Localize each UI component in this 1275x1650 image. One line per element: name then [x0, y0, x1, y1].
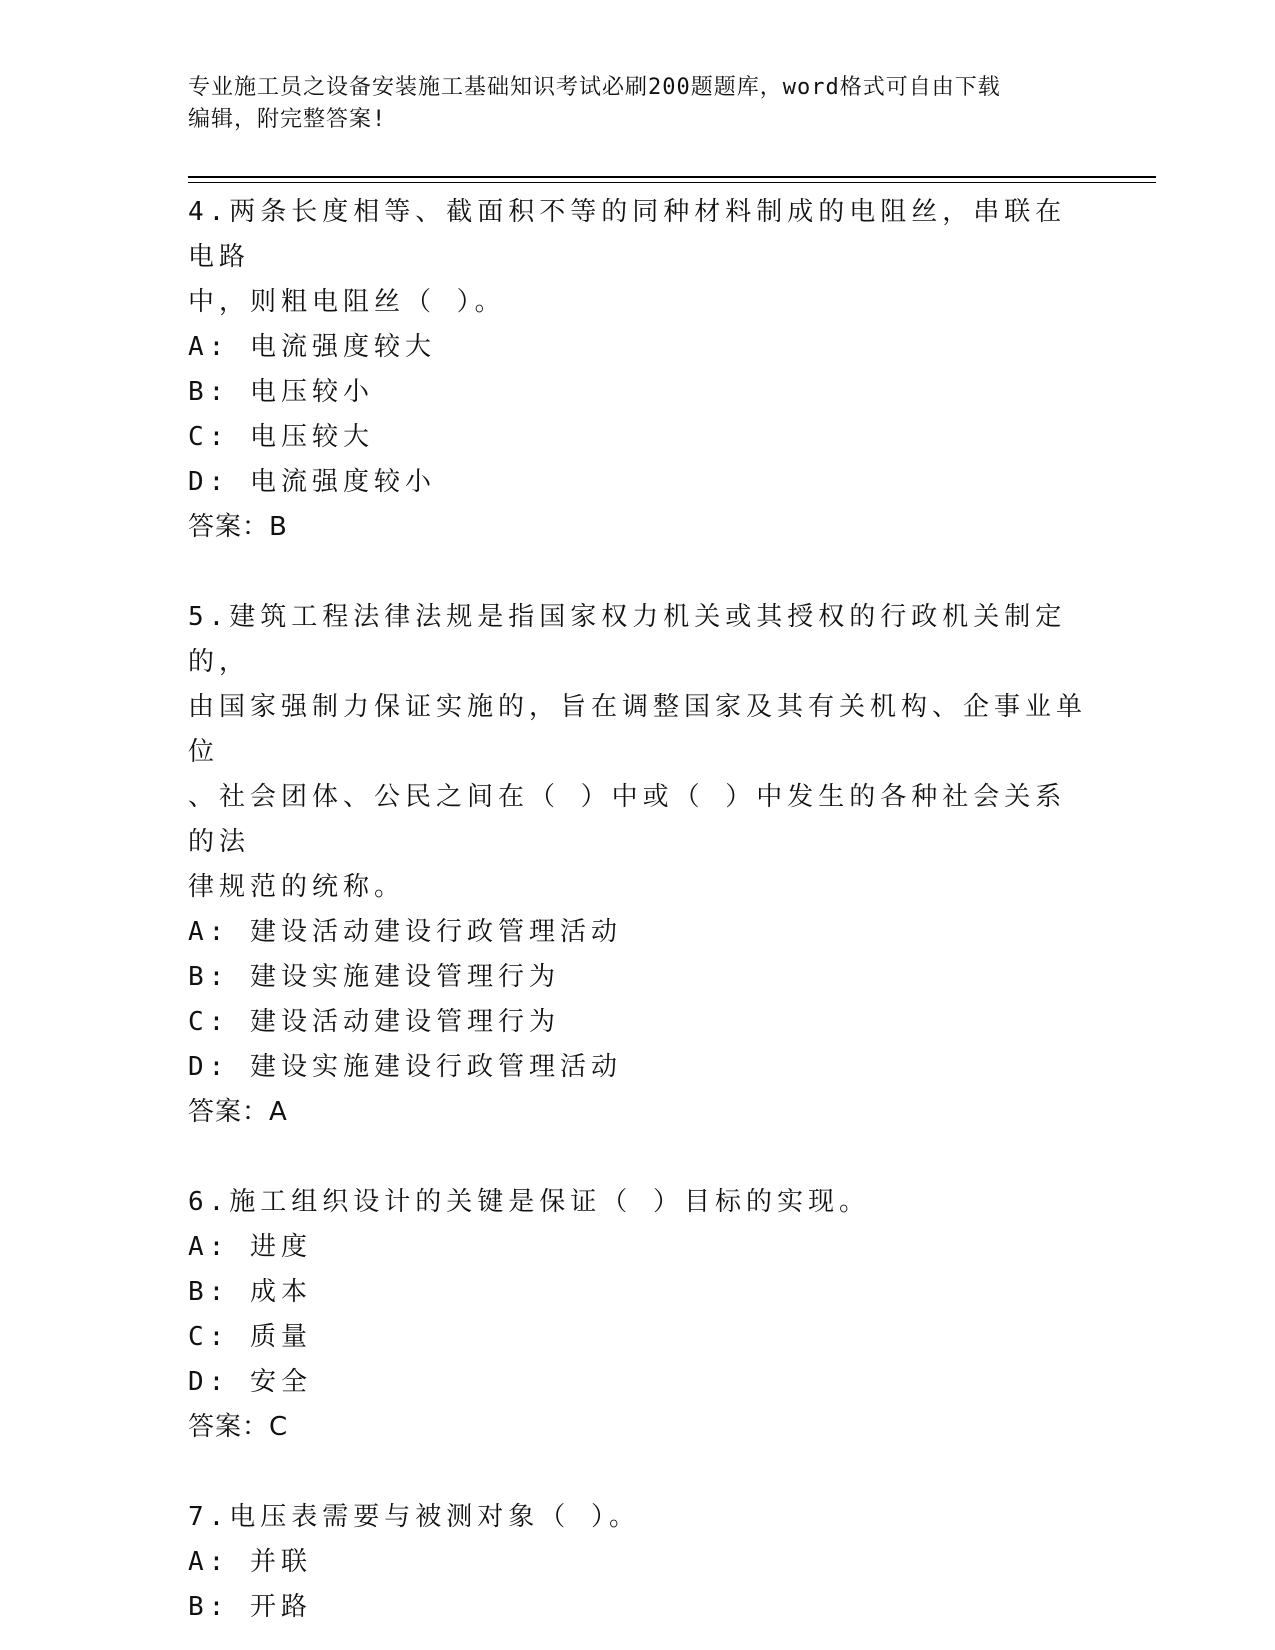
header-line-1: 专业施工员之设备安装施工基础知识考试必刷200题题库，word格式可自由下载 — [188, 75, 1001, 100]
question-text — [188, 190, 1088, 325]
option-c: C: 电压较大 — [188, 422, 374, 452]
question-text-line: 7.电压表需要与被测对象（ ）。 — [188, 1502, 640, 1532]
question-list — [188, 190, 1088, 1630]
spacer — [188, 1450, 1088, 1495]
question-4 — [188, 190, 1088, 550]
question-text — [188, 595, 1088, 910]
header-divider-thin — [188, 182, 1156, 183]
option-b: B: 电压较小 — [188, 377, 374, 407]
option-d: D: 安全 — [188, 1367, 312, 1397]
spacer — [188, 550, 1088, 595]
question-text-line: 律规范的统称。 — [188, 872, 406, 902]
question-text-line: 4.两条长度相等、截面积不等的同种材料制成的电阻丝，串联在电路 — [188, 197, 1067, 272]
option-a: A: 并联 — [188, 1547, 312, 1577]
question-5 — [188, 595, 1088, 1135]
question-7 — [188, 1495, 1088, 1630]
answer: 答案：A — [188, 1097, 288, 1127]
option-b: B: 成本 — [188, 1277, 312, 1307]
question-text-line: 、社会团体、公民之间在（ ）中或（ ）中发生的各种社会关系的法 — [188, 782, 1067, 857]
option-a: A: 进度 — [188, 1232, 312, 1262]
option-a: A: 建设活动建设行政管理活动 — [188, 917, 622, 947]
question-text-line: 6.施工组织设计的关键是保证（ ）目标的实现。 — [188, 1187, 870, 1217]
spacer — [188, 1135, 1088, 1180]
question-text-line: 中，则粗电阻丝（ ）。 — [188, 287, 506, 317]
option-b: B: 建设实施建设管理行为 — [188, 962, 560, 992]
option-d: D: 建设实施建设行政管理活动 — [188, 1052, 622, 1082]
header-divider-thick — [188, 176, 1156, 178]
question-text — [188, 1495, 1088, 1540]
answer: 答案：B — [188, 512, 288, 542]
option-a: A: 电流强度较大 — [188, 332, 436, 362]
option-b: B: 开路 — [188, 1592, 312, 1622]
question-6 — [188, 1180, 1088, 1450]
question-text-line: 5.建筑工程法律法规是指国家权力机关或其授权的行政机关制定的， — [188, 602, 1067, 677]
document-header — [188, 72, 1068, 136]
question-text — [188, 1180, 1088, 1225]
header-line-2: 编辑，附完整答案! — [188, 107, 387, 132]
option-d: D: 电流强度较小 — [188, 467, 436, 497]
option-c: C: 质量 — [188, 1322, 312, 1352]
question-text-line: 由国家强制力保证实施的，旨在调整国家及其有关机构、企事业单位 — [188, 692, 1088, 767]
answer: 答案：C — [188, 1412, 289, 1442]
option-c: C: 建设活动建设管理行为 — [188, 1007, 560, 1037]
